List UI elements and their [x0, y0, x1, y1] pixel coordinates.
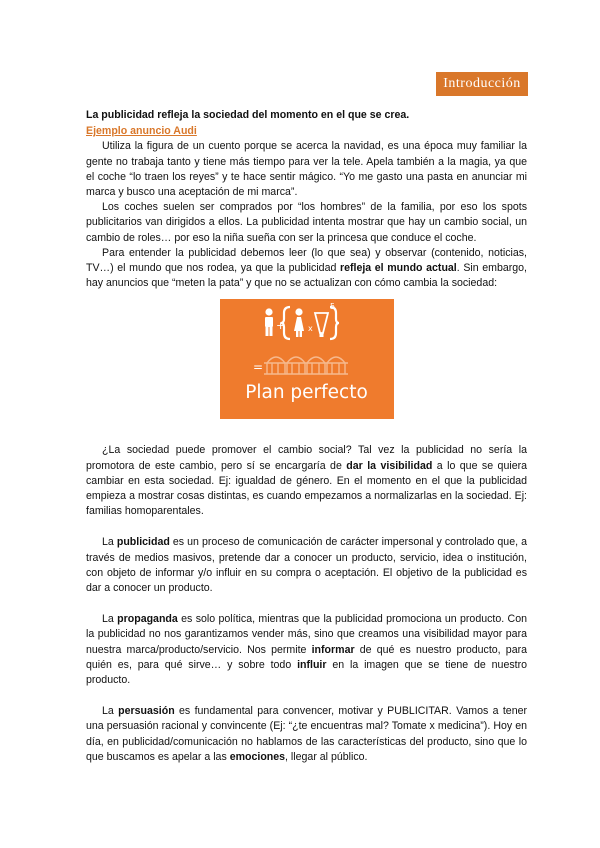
paragraph-3	[86, 246, 527, 292]
equals-sign: =	[252, 360, 263, 375]
man-icon	[265, 309, 273, 337]
bold-text: informar	[311, 643, 355, 656]
paragraph-1: Utiliza la figura de un cuento porque se acerca la navidad, es una época muy familiar la gente no trabaja tanto y tiene más tiempo para ver la tele. Apela también a la magia, ya que el coche “lo traen los reyes” y te hace sentir mágico. “Yo me gasto una pasta en anunciar mi marca y busco una aceptación de mi marca”.	[86, 140, 527, 199]
text: La	[102, 705, 119, 718]
text: . Sin embargo, hay anuncios que “meten la pata” y que no se actualizan con cómo cambia la sociedad:	[86, 262, 527, 290]
text: es un proceso de comunicación de carácter impersonal y controlado que, a través de medios masivos, pretende dar a conocer un producto, servicio, idea o institución, con objeto de informar y/o influir en su compra o aceptación. El objetivo de la publicidad es dar a conocer un producto.	[86, 536, 527, 595]
bold-text: propaganda	[117, 613, 178, 626]
left-bracket-icon	[281, 307, 290, 339]
paragraph-4	[86, 443, 527, 519]
section-header-tab	[436, 72, 528, 96]
bold-text: emociones	[229, 750, 286, 763]
text: , llegar al público.	[285, 750, 368, 763]
house-arches-icon	[264, 357, 348, 374]
bold-text: publicidad	[116, 536, 170, 549]
exponent: 5	[329, 302, 335, 312]
right-bracket-icon	[330, 307, 339, 339]
text: La	[102, 536, 117, 549]
section-title: Introducción	[443, 76, 521, 91]
text: La	[102, 613, 118, 626]
text: Para entender la publicidad debemos leer (lo que sea) y observar (contenido, noticias, TV…) el mundo que nos rodea, ya que la publicidad	[86, 246, 527, 275]
paragraph-6	[86, 612, 527, 688]
plus-sign: +	[275, 319, 285, 333]
text: ¿La sociedad puede promover el cambio social? Tal vez la publicidad no sería la promotora de este cambio, pero sí se encargaría de	[86, 444, 527, 472]
bold-text: dar la visibilidad	[346, 459, 433, 472]
times-sign: x	[307, 324, 313, 334]
plan-perfecto-image	[220, 299, 394, 419]
text: es solo política, mientras que la publicidad promociona un producto. Con la publicidad no nos garantizamos vender más, sino que creamos una visibilidad mayor para nuestra marca/producto/servicio. Nos permite	[86, 613, 527, 656]
paragraph-7	[86, 704, 527, 765]
text: a lo que se quiera cambiar en esta sociedad. Ej: igualdad de género. En el momento en el que la publicidad empieza a mostrar cosas distintas, es cuando empezamos a normalizarlas en la sociedad. Ej: familias homoparentales.	[86, 459, 528, 518]
bold-text: influir	[297, 658, 327, 671]
woman-icon	[294, 309, 304, 338]
text: de qué es nuestro producto, para quién es, para qué sirve… y sobre todo	[86, 643, 528, 671]
bold-text: refleja el mundo actual	[339, 262, 457, 275]
bold-text: persuasión	[118, 705, 175, 718]
headline: La publicidad refleja la sociedad del momento en el que se crea.	[86, 109, 410, 121]
paragraph-5	[86, 535, 527, 596]
paragraph-2: Los coches suelen ser comprados por “los hombres” de la familia, por eso los spots publicitarios van dirigidos a ellos. La publicidad intenta mostrar que hay un cambio social, un cambio de roles… por eso la niña sueña con ser la princesa que conduce el coche.	[86, 201, 527, 244]
text: en la imagen que se tiene de nuestro producto.	[86, 658, 528, 687]
cone-icon	[315, 313, 328, 333]
example-link[interactable]: Ejemplo anuncio Audi	[86, 125, 197, 138]
document-body	[86, 108, 527, 765]
text: es fundamental para convencer, motivar y PUBLICITAR. Vamos a tener una persuasión racional y convincente (Ej: “¿te encuentras mal? Tomate x medicina”). Hoy en día, en publicidad/comunicación no hablamos de las características del producto, sino que lo que buscamos es apelar a las	[86, 705, 528, 763]
image-caption: Plan perfecto	[245, 382, 368, 404]
